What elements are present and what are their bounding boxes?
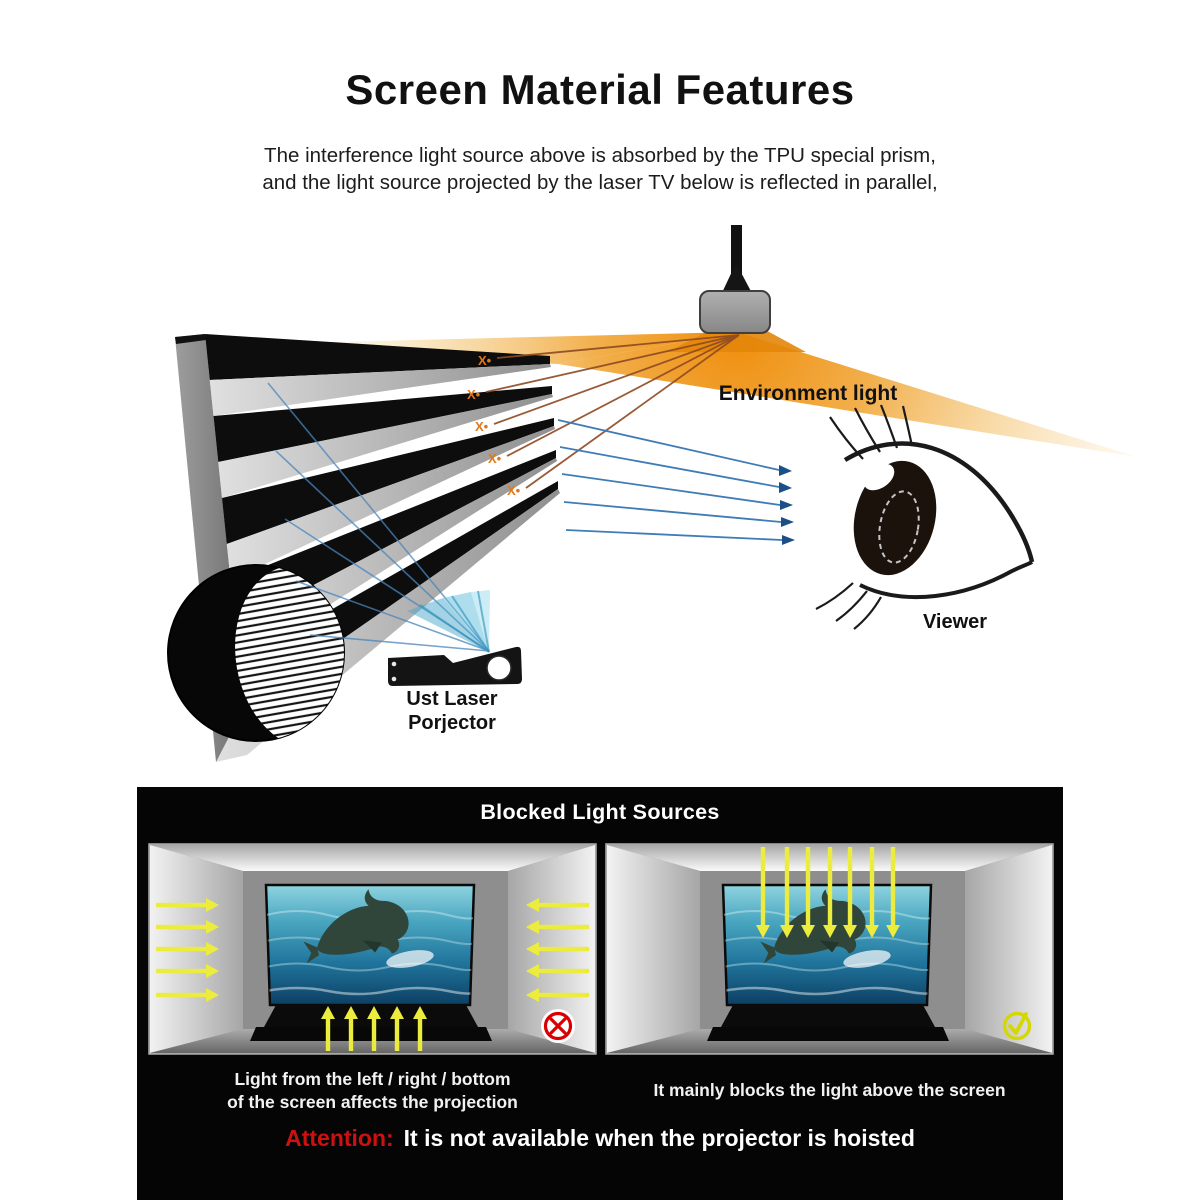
absorb-mark: X• xyxy=(475,419,489,434)
subtitle-line-1: The interference light source above is absorbed by the TPU special prism, xyxy=(264,144,936,167)
viewer-eye xyxy=(816,405,1032,629)
page-subtitle xyxy=(0,142,1200,196)
left-caption-line-2: of the screen affects the projection xyxy=(227,1092,518,1112)
environment-light-label: Environment light xyxy=(718,382,898,405)
absorb-mark: X• xyxy=(507,483,521,498)
reflected-arrowheads xyxy=(779,465,795,545)
ust-laser-projector xyxy=(388,647,522,686)
projector-lens xyxy=(487,656,511,680)
screen-stand xyxy=(721,1005,935,1027)
attention-text: It is not available when the projector is hoisted xyxy=(403,1125,915,1151)
page-title: Screen Material Features xyxy=(345,66,855,113)
subtitle-line-2: and the light source projected by the laser TV below is reflected in parallel, xyxy=(262,171,938,194)
lamp-shade xyxy=(700,291,770,333)
room-top-light-blocked xyxy=(605,843,1054,1055)
cross-badge xyxy=(541,1009,575,1043)
absorb-mark: X• xyxy=(478,353,492,368)
absorb-mark: X• xyxy=(467,387,481,402)
right-room-caption xyxy=(605,1079,1054,1102)
attention-label: Attention: xyxy=(285,1125,394,1151)
ceiling-lamp xyxy=(700,225,770,333)
projector-label-line2: Porjector xyxy=(408,712,496,734)
left-caption-line-1: Light from the left / right / bottom xyxy=(234,1069,511,1089)
projector-label-line1: Ust Laser xyxy=(406,688,498,710)
left-room-caption xyxy=(148,1068,597,1114)
absorb-mark: X• xyxy=(488,451,502,466)
room-left-wall xyxy=(607,845,700,1053)
panel-heading: Blocked Light Sources xyxy=(480,800,720,824)
viewer-label: Viewer xyxy=(922,611,988,633)
screen-base xyxy=(707,1027,949,1041)
blocked-light-panel xyxy=(137,787,1063,1200)
optics-diagram xyxy=(0,215,1200,785)
screen-base xyxy=(250,1027,492,1041)
reflected-rays xyxy=(558,420,782,540)
right-caption-line: It mainly blocks the light above the screen xyxy=(653,1080,1006,1100)
room-side-light xyxy=(148,843,597,1055)
attention-note xyxy=(137,1125,1063,1152)
room-right-wall xyxy=(965,845,1052,1053)
